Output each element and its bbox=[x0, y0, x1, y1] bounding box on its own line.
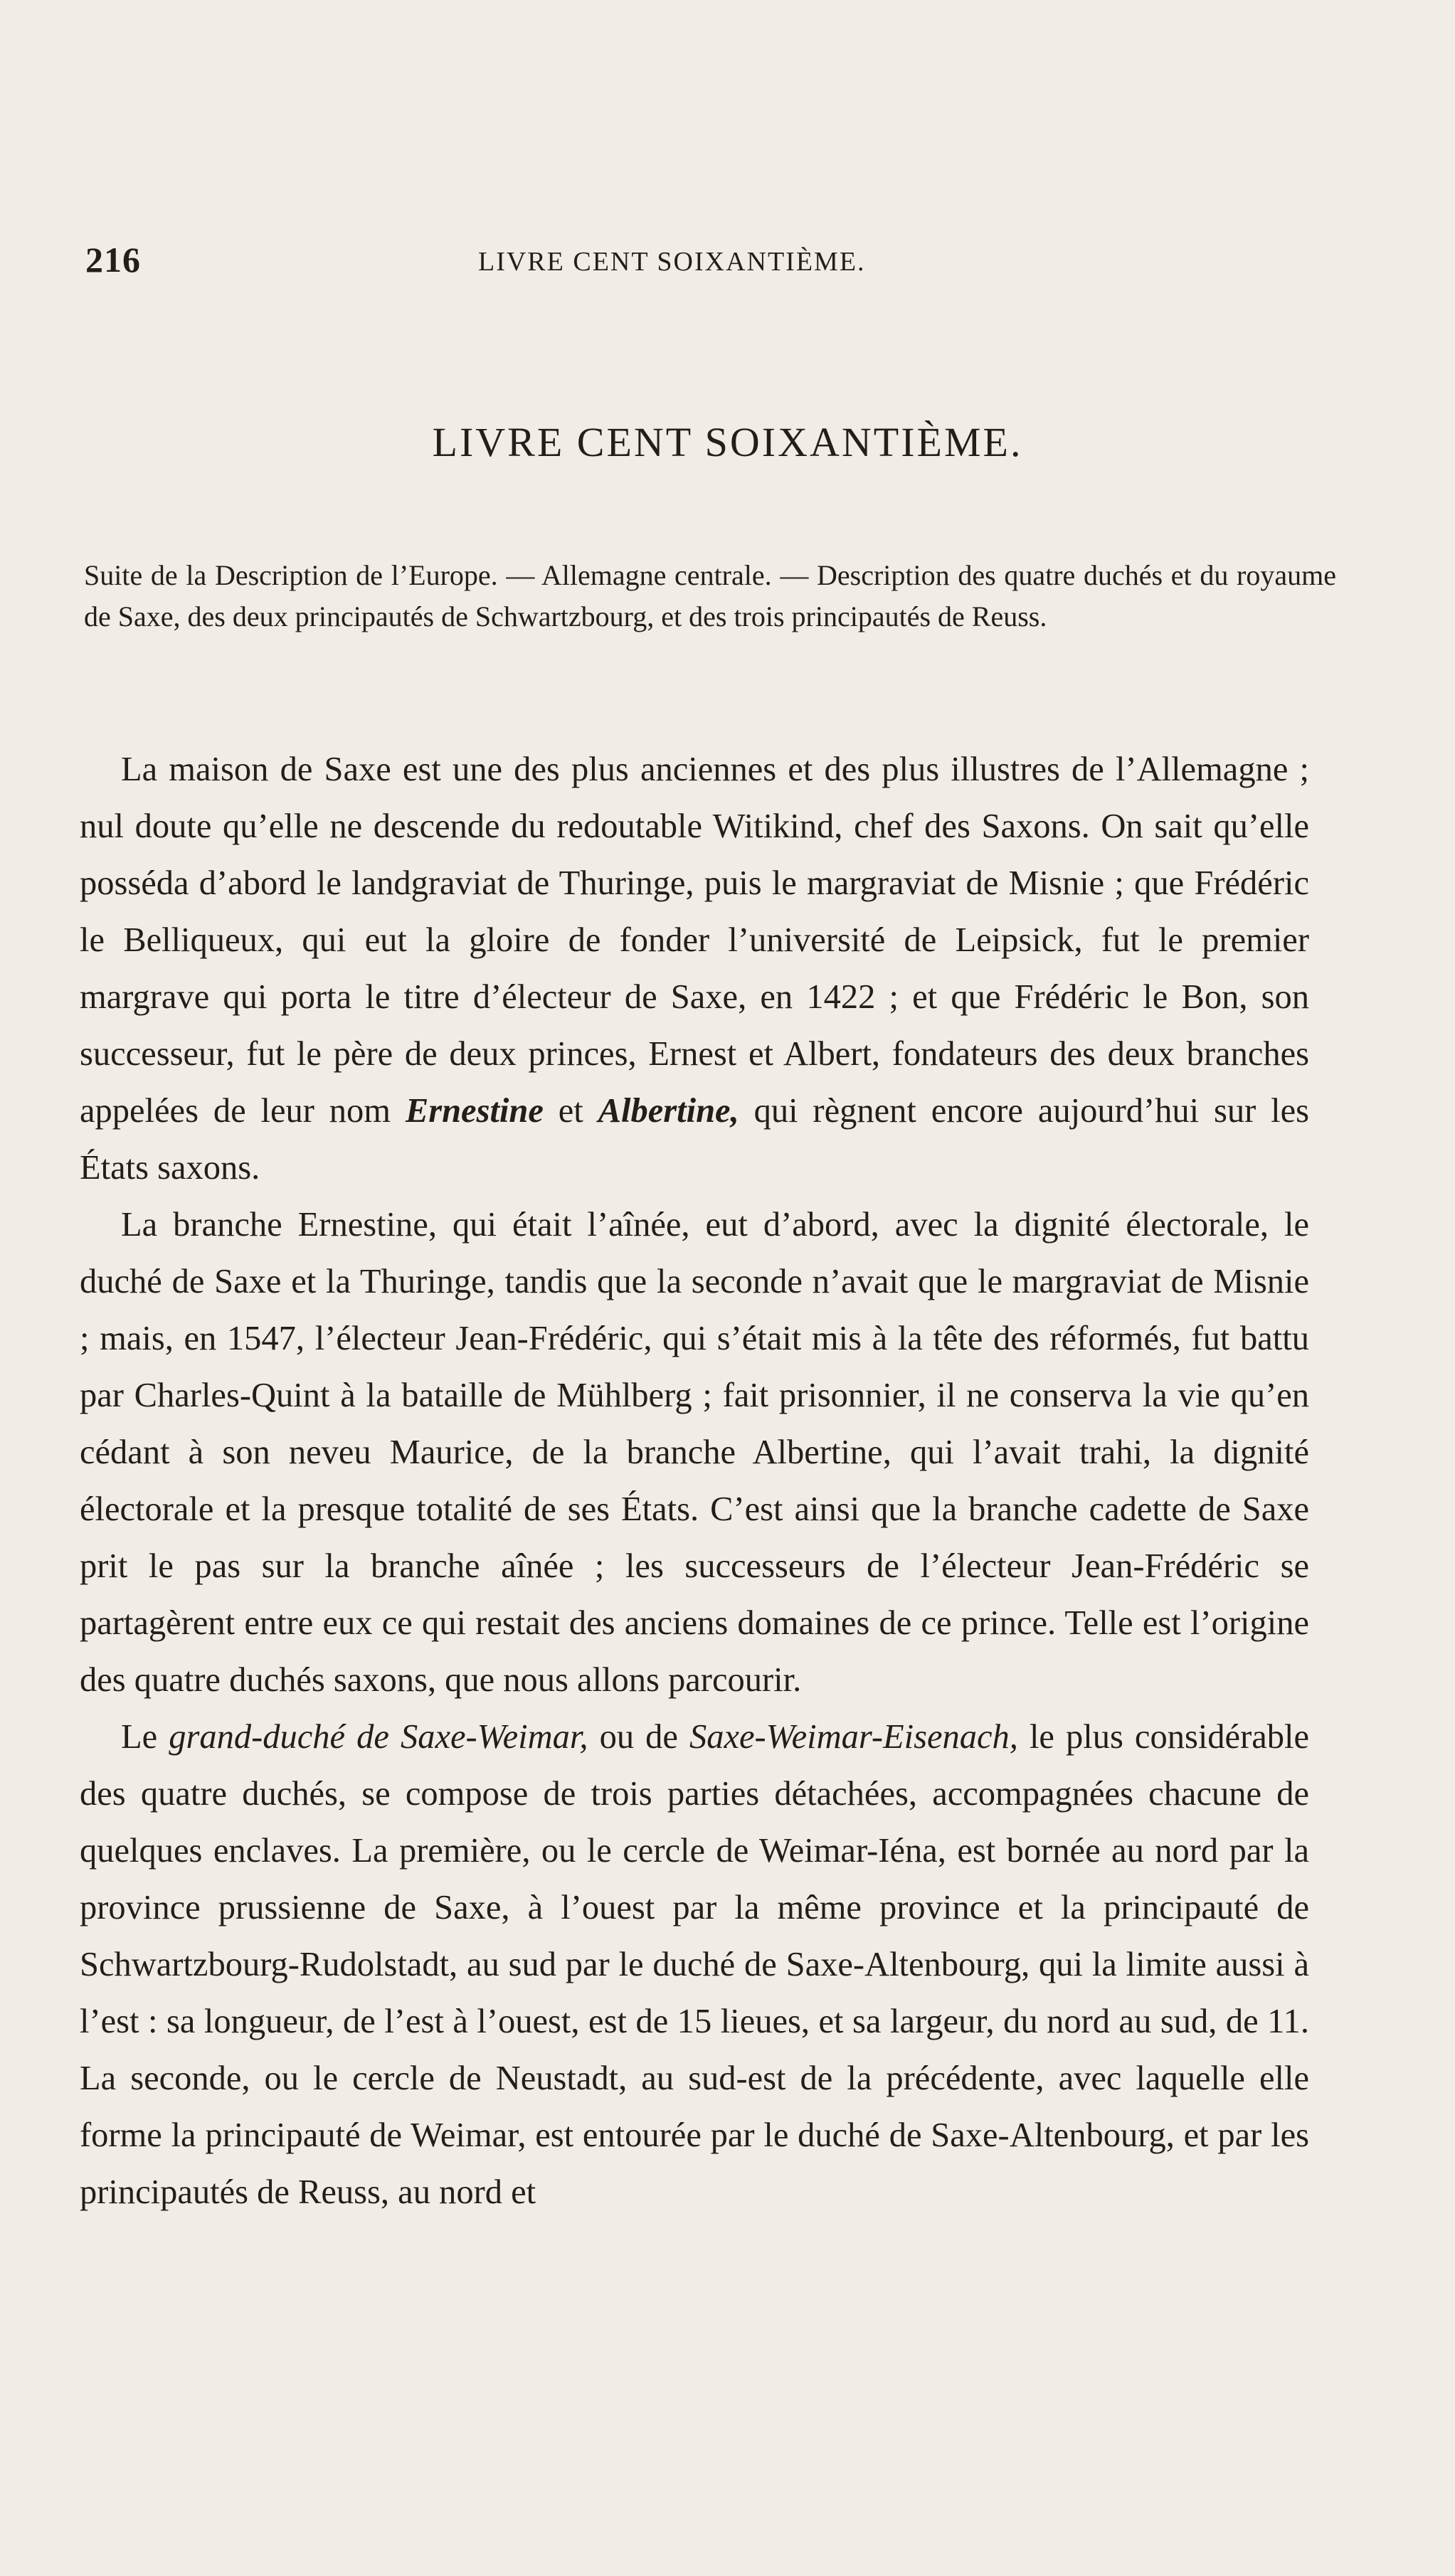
chapter-title: LIVRE CENT SOIXANTIÈME. bbox=[432, 419, 1023, 465]
paragraph-1 bbox=[80, 741, 1309, 1197]
chapter-summary: Suite de la Description de l’Europe. — Allemagne centrale. — Description des quatre duchés et du royaume de Saxe, des deux principautés de Schwartzbourg, et des trois principautés de Reuss. bbox=[84, 559, 1336, 632]
paragraph-1-text-a: La maison de Saxe est une des plus anciennes et des plus illustres de l’Allemagne ; nul doute qu’elle ne descende du redoutable Witikind, chef des Saxons. On sait qu’elle posséda d’abord le landgraviat de Thuringe, puis le margraviat de Misnie ; que Frédéric le Belliqueux, qui eut la gloire de fonder l’université de Leipsick, fut le premier margrave qui porta le titre d’électeur de Saxe, en 1422 ; et que Frédéric le Bon, son successeur, fut le père de deux princes, Ernest et Albert, fondateurs des deux branches appelées de leur nom bbox=[80, 751, 1309, 1130]
paragraph-3-text-b: ou de bbox=[588, 1718, 689, 1756]
paragraph-3-text-a: Le bbox=[121, 1718, 169, 1756]
paragraph-2: La branche Ernestine, qui était l’aînée, eut d’abord, avec la dignité électorale, le duché de Saxe et la Thuringe, tandis que la seconde n’avait que le margraviat de Misnie ; mais, en 1547, l’électeur Jean-Frédéric, qui s’était mis à la tête des réformés, fut battu par Charles-Quint à la bataille de Mühlberg ; fait prisonnier, il ne conserva la vie qu’en cédant à son neveu Maurice, de la branche Albertine, qui l’avait trahi, la dignité électorale et la presque totalité de ses États. C’est ainsi que la branche cadette de Saxe prit le pas sur la branche aînée ; les successeurs de l’électeur Jean-Frédéric se partagèrent entre eux ce qui restait des anciens domaines de ce prince. Telle est l’origine des quatre duchés saxons, que nous allons parcourir. bbox=[80, 1206, 1309, 1699]
paragraph-3-text-c: le plus considérable des quatre duchés, se compose de trois parties détachées, accompagnées chacune de quelques enclaves. La première, ou le cercle de Weimar-Iéna, est bornée au nord par la province prussienne de Saxe, à l’ouest par la même province et la principauté de Schwartzbourg-Rudolstadt, au sud par le duché de Saxe-Altenbourg, qui la limite aussi à l’est : sa longueur, de l’est à l’ouest, est de 15 lieues, et sa largeur, du nord au sud, de 11. La seconde, ou le cercle de Neustadt, au sud-est de la précédente, avec laquelle elle forme la principauté de Weimar, est entourée par le duché de Saxe-Altenbourg, et par les principautés de Reuss, au nord et bbox=[80, 1718, 1309, 2211]
running-head bbox=[80, 239, 1375, 282]
term-saxe-weimar-eisenach: Saxe-Weimar-Eisenach, bbox=[689, 1718, 1018, 1756]
paragraph-3 bbox=[80, 1709, 1309, 2221]
paragraph-1-text-c: qui règnent encore aujourd’hui sur les États saxons. bbox=[80, 1092, 1309, 1187]
term-saxe-weimar: grand-duché de Saxe-Weimar, bbox=[169, 1718, 588, 1756]
term-ernestine: Ernestine bbox=[405, 1092, 544, 1130]
paragraph-1-text-b: et bbox=[543, 1092, 598, 1130]
body-text bbox=[80, 741, 1309, 2221]
running-title: LIVRE CENT SOIXANTIÈME. bbox=[478, 247, 866, 277]
term-albertine: Albertine, bbox=[598, 1092, 739, 1130]
page-number: 216 bbox=[85, 240, 141, 280]
